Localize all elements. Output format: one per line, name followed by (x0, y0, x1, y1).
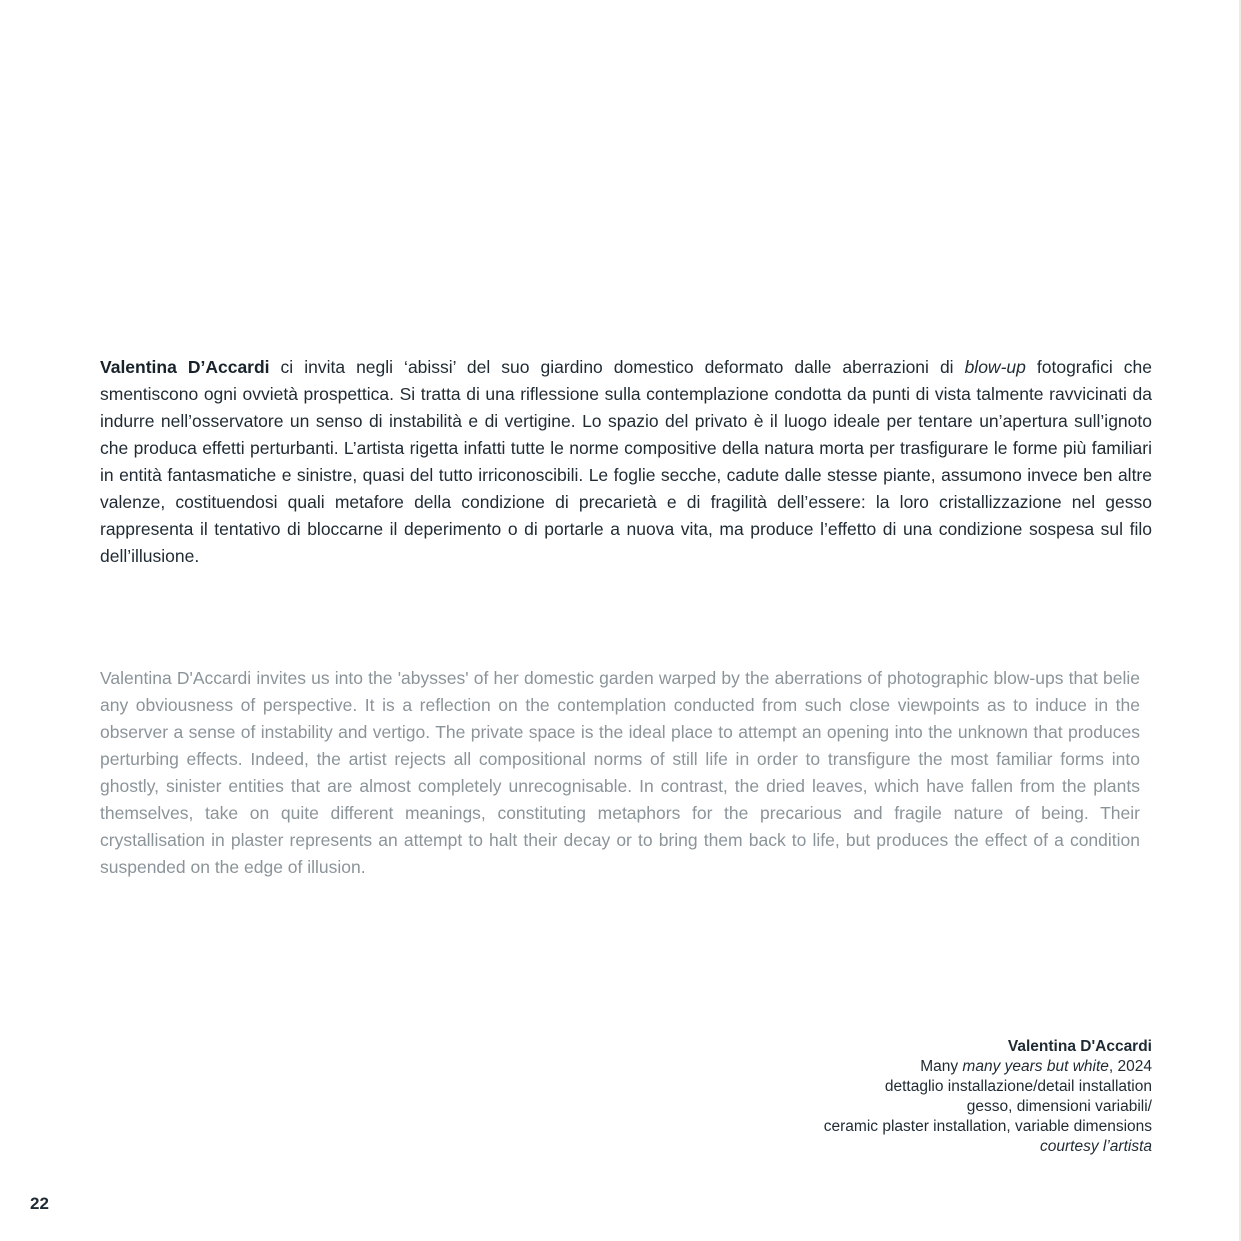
caption-title (824, 1057, 1152, 1077)
page-number: 22 (30, 1194, 49, 1213)
caption-material-english: ceramic plaster installation, variable dimensions (823, 1118, 1152, 1135)
italian-intro-text: ci invita negli ‘abissi’ del suo giardino domestico deformato dalle aberrazioni di (269, 357, 965, 377)
caption-title-italic: many years but white (962, 1058, 1109, 1075)
artwork-caption (824, 1037, 1152, 1157)
italian-paragraph (100, 354, 1152, 570)
italian-blowup-term: blow-up (964, 357, 1026, 377)
caption-courtesy-text: courtesy l’artista (1040, 1138, 1152, 1155)
caption-detail: dettaglio installazione/detail installation (884, 1078, 1152, 1095)
italian-body-text: fotografici che smentiscono ogni ovvietà prospettica. Si tratta di una riflessione sulla contemplazione condotta da punti di vista talmente ravvicinati da indurre nell’osservatore un senso di instabilità e di vertigine. Lo spazio del privato è il luogo ideale per tentare un’apertura sull’ignoto che produca effetti perturbanti. L’artista rigetta infatti tutte le norme compositive della natura morta per trasfigurare le forme più familiari in entità fantasmatiche e sinistre, quasi del tutto irriconoscibili. Le foglie secche, cadute dalle stesse piante, assumono invece ben altre valenze, costituendosi quali metafore della condizione di precarietà e di fragilità dell’essere: la loro cristallizzazione nel gesso rappresenta il tentativo di bloccarne il deperimento o di portarle a nuova vita, ma produce l’effetto di una condizione sospesa sul filo dell’illusione. (100, 357, 1152, 566)
italian-artist-name: Valentina D’Accardi (100, 357, 270, 377)
caption-title-year: , 2024 (1108, 1058, 1152, 1075)
english-paragraph: Valentina D'Accardi invites us into the 'abysses' of her domestic garden warped by the aberrations of photographic blow-ups that belie any obviousness of perspective. It is a reflection on the contemplation conducted from such close viewpoints as to induce in the observer a sense of instability and vertigo. The private space is the ideal place to attempt an opening into the unknown that produces perturbing effects. Indeed, the artist rejects all compositional norms of still life in order to transfigure the most familiar forms into ghostly, sinister entities that are almost completely unrecognisable. In contrast, the dried leaves, which have fallen from the plants themselves, take on quite different meanings, constituting metaphors for the precarious and fragile nature of being. Their crystallisation in plaster represents an attempt to halt their decay or to bring them back to life, but produces the effect of a condition suspended on the edge of illusion. (100, 668, 1140, 877)
caption-artist: Valentina D'Accardi (1007, 1038, 1152, 1055)
caption-courtesy (824, 1137, 1152, 1157)
caption-material-italian: gesso, dimensioni variabili/ (966, 1098, 1152, 1115)
caption-title-prefix: Many (920, 1058, 963, 1075)
